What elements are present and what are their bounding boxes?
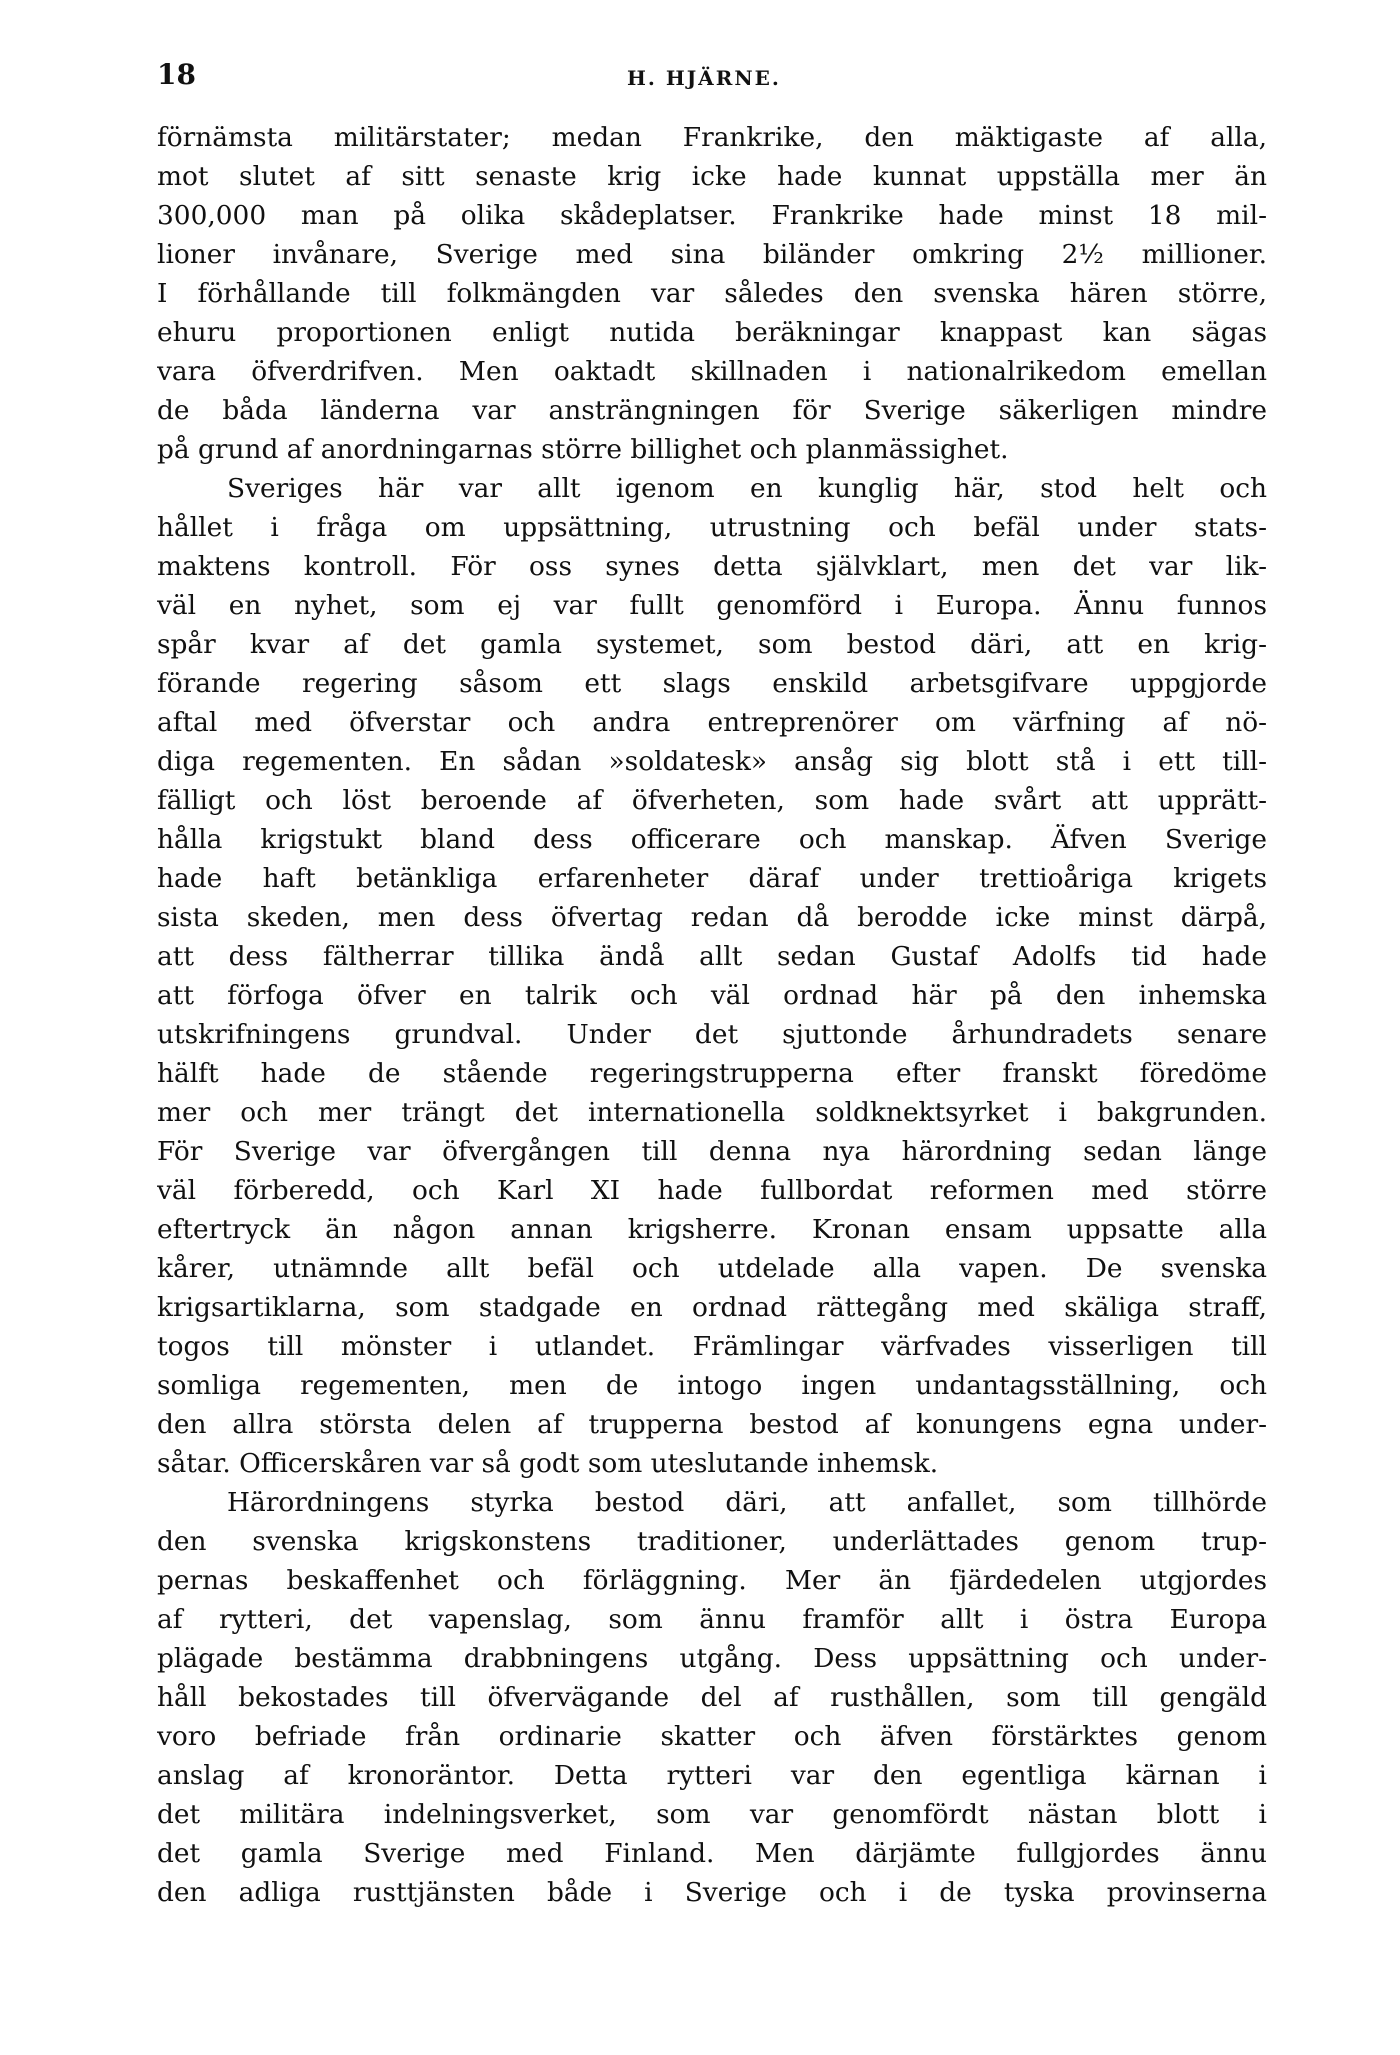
text-line: ehuru proportionen enligt nutida beräkningar knappast kan sägas	[157, 317, 1267, 348]
body-text	[157, 118, 1267, 1912]
text-line: af rytteri, det vapenslag, som ännu framför allt i östra Europa	[157, 1604, 1267, 1635]
text-line: maktens kontroll. För oss synes detta självklart, men det var lik-	[157, 551, 1267, 582]
text-line: plägade bestämma drabbningens utgång. Dess uppsättning och under-	[157, 1643, 1267, 1674]
text-line: fälligt och löst beroende af öfverheten, som hade svårt att upprätt-	[157, 785, 1267, 816]
text-line: voro befriade från ordinarie skatter och äfven förstärktes genom	[157, 1721, 1267, 1752]
text-line: somliga regementen, men de intogo ingen undantagsställning, och	[157, 1370, 1267, 1401]
text-line: att dess fältherrar tillika ändå allt sedan Gustaf Adolfs tid hade	[157, 941, 1267, 972]
text-line: håll bekostades till öfvervägande del af rusthållen, som till gengäld	[157, 1682, 1267, 1713]
text-line: togos till mönster i utlandet. Främlingar värfvades visserligen till	[157, 1331, 1267, 1362]
text-line: hålla krigstukt bland dess officerare och manskap. Äfven Sverige	[157, 824, 1267, 855]
text-line: sista skeden, men dess öfvertag redan då berodde icke minst därpå,	[157, 902, 1267, 933]
text-line: de båda länderna var ansträngningen för Sverige säkerligen mindre	[157, 395, 1267, 426]
text-line: på grund af anordningarnas större billighet och planmässighet.	[157, 434, 1009, 465]
text-line: mer och mer trängt det internationella soldknektsyrket i bakgrunden.	[157, 1097, 1267, 1128]
text-line: det militära indelningsverket, som var genomfördt nästan blott i	[157, 1799, 1267, 1830]
text-line: anslag af kronoräntor. Detta rytteri var den egentliga kärnan i	[157, 1760, 1267, 1791]
text-line: mot slutet af sitt senaste krig icke hade kunnat uppställa mer än	[157, 161, 1267, 192]
text-line: 300,000 man på olika skådeplatser. Frankrike hade minst 18 mil-	[157, 200, 1267, 231]
text-line: Sveriges här var allt igenom en kunglig här, stod helt och	[227, 473, 1267, 504]
page-number: 18	[157, 58, 196, 91]
text-line: aftal med öfverstar och andra entreprenörer om värfning af nö-	[157, 707, 1267, 738]
text-line: väl en nyhet, som ej var fullt genomförd i Europa. Ännu funnos	[157, 590, 1267, 621]
text-line: I förhållande till folkmängden var således den svenska hären större,	[157, 278, 1267, 309]
text-line: diga regementen. En sådan »soldatesk» ansåg sig blott stå i ett till-	[157, 746, 1267, 777]
text-line: pernas beskaffenhet och förläggning. Mer än fjärdedelen utgjordes	[157, 1565, 1267, 1596]
text-line: att förfoga öfver en talrik och väl ordnad här på den inhemska	[157, 980, 1267, 1011]
text-line: förnämsta militärstater; medan Frankrike, den mäktigaste af alla,	[157, 122, 1267, 153]
text-line: hälft hade de stående regeringstrupperna efter franskt föredöme	[157, 1058, 1267, 1089]
text-line: förande regering såsom ett slags enskild arbetsgifvare uppgjorde	[157, 668, 1267, 699]
text-line: den svenska krigskonstens traditioner, underlättades genom trup-	[157, 1526, 1267, 1557]
text-line: vara öfverdrifven. Men oaktadt skillnaden i nationalrikedom emellan	[157, 356, 1267, 387]
text-line: den allra största delen af trupperna bestod af konungens egna under-	[157, 1409, 1267, 1440]
text-line: såtar. Officerskåren var så godt som uteslutande inhemsk.	[157, 1448, 939, 1479]
text-line: Härordningens styrka bestod däri, att anfallet, som tillhörde	[227, 1487, 1267, 1518]
text-line: hållet i fråga om uppsättning, utrustning och befäl under stats-	[157, 512, 1267, 543]
text-line: det gamla Sverige med Finland. Men därjämte fullgjordes ännu	[157, 1838, 1267, 1869]
text-line: lioner invånare, Sverige med sina biländer omkring 2½ millioner.	[157, 239, 1267, 270]
text-line: spår kvar af det gamla systemet, som bestod däri, att en krig-	[157, 629, 1267, 660]
text-line: utskrifningens grundval. Under det sjuttonde århundradets senare	[157, 1019, 1267, 1050]
text-line: kårer, utnämnde allt befäl och utdelade alla vapen. De svenska	[157, 1253, 1267, 1284]
text-line: För Sverige var öfvergången till denna nya härordning sedan länge	[157, 1136, 1267, 1167]
text-line: krigsartiklarna, som stadgade en ordnad rättegång med skäliga straff,	[157, 1292, 1267, 1323]
text-line: den adliga rusttjänsten både i Sverige och i de tyska provinserna	[157, 1877, 1267, 1908]
running-head: H. HJÄRNE.	[627, 66, 781, 90]
text-line: eftertryck än någon annan krigsherre. Kronan ensam uppsatte alla	[157, 1214, 1267, 1245]
page-header	[157, 58, 1267, 108]
text-line: väl förberedd, och Karl XI hade fullbordat reformen med större	[157, 1175, 1267, 1206]
text-line: hade haft betänkliga erfarenheter däraf under trettioåriga krigets	[157, 863, 1267, 894]
